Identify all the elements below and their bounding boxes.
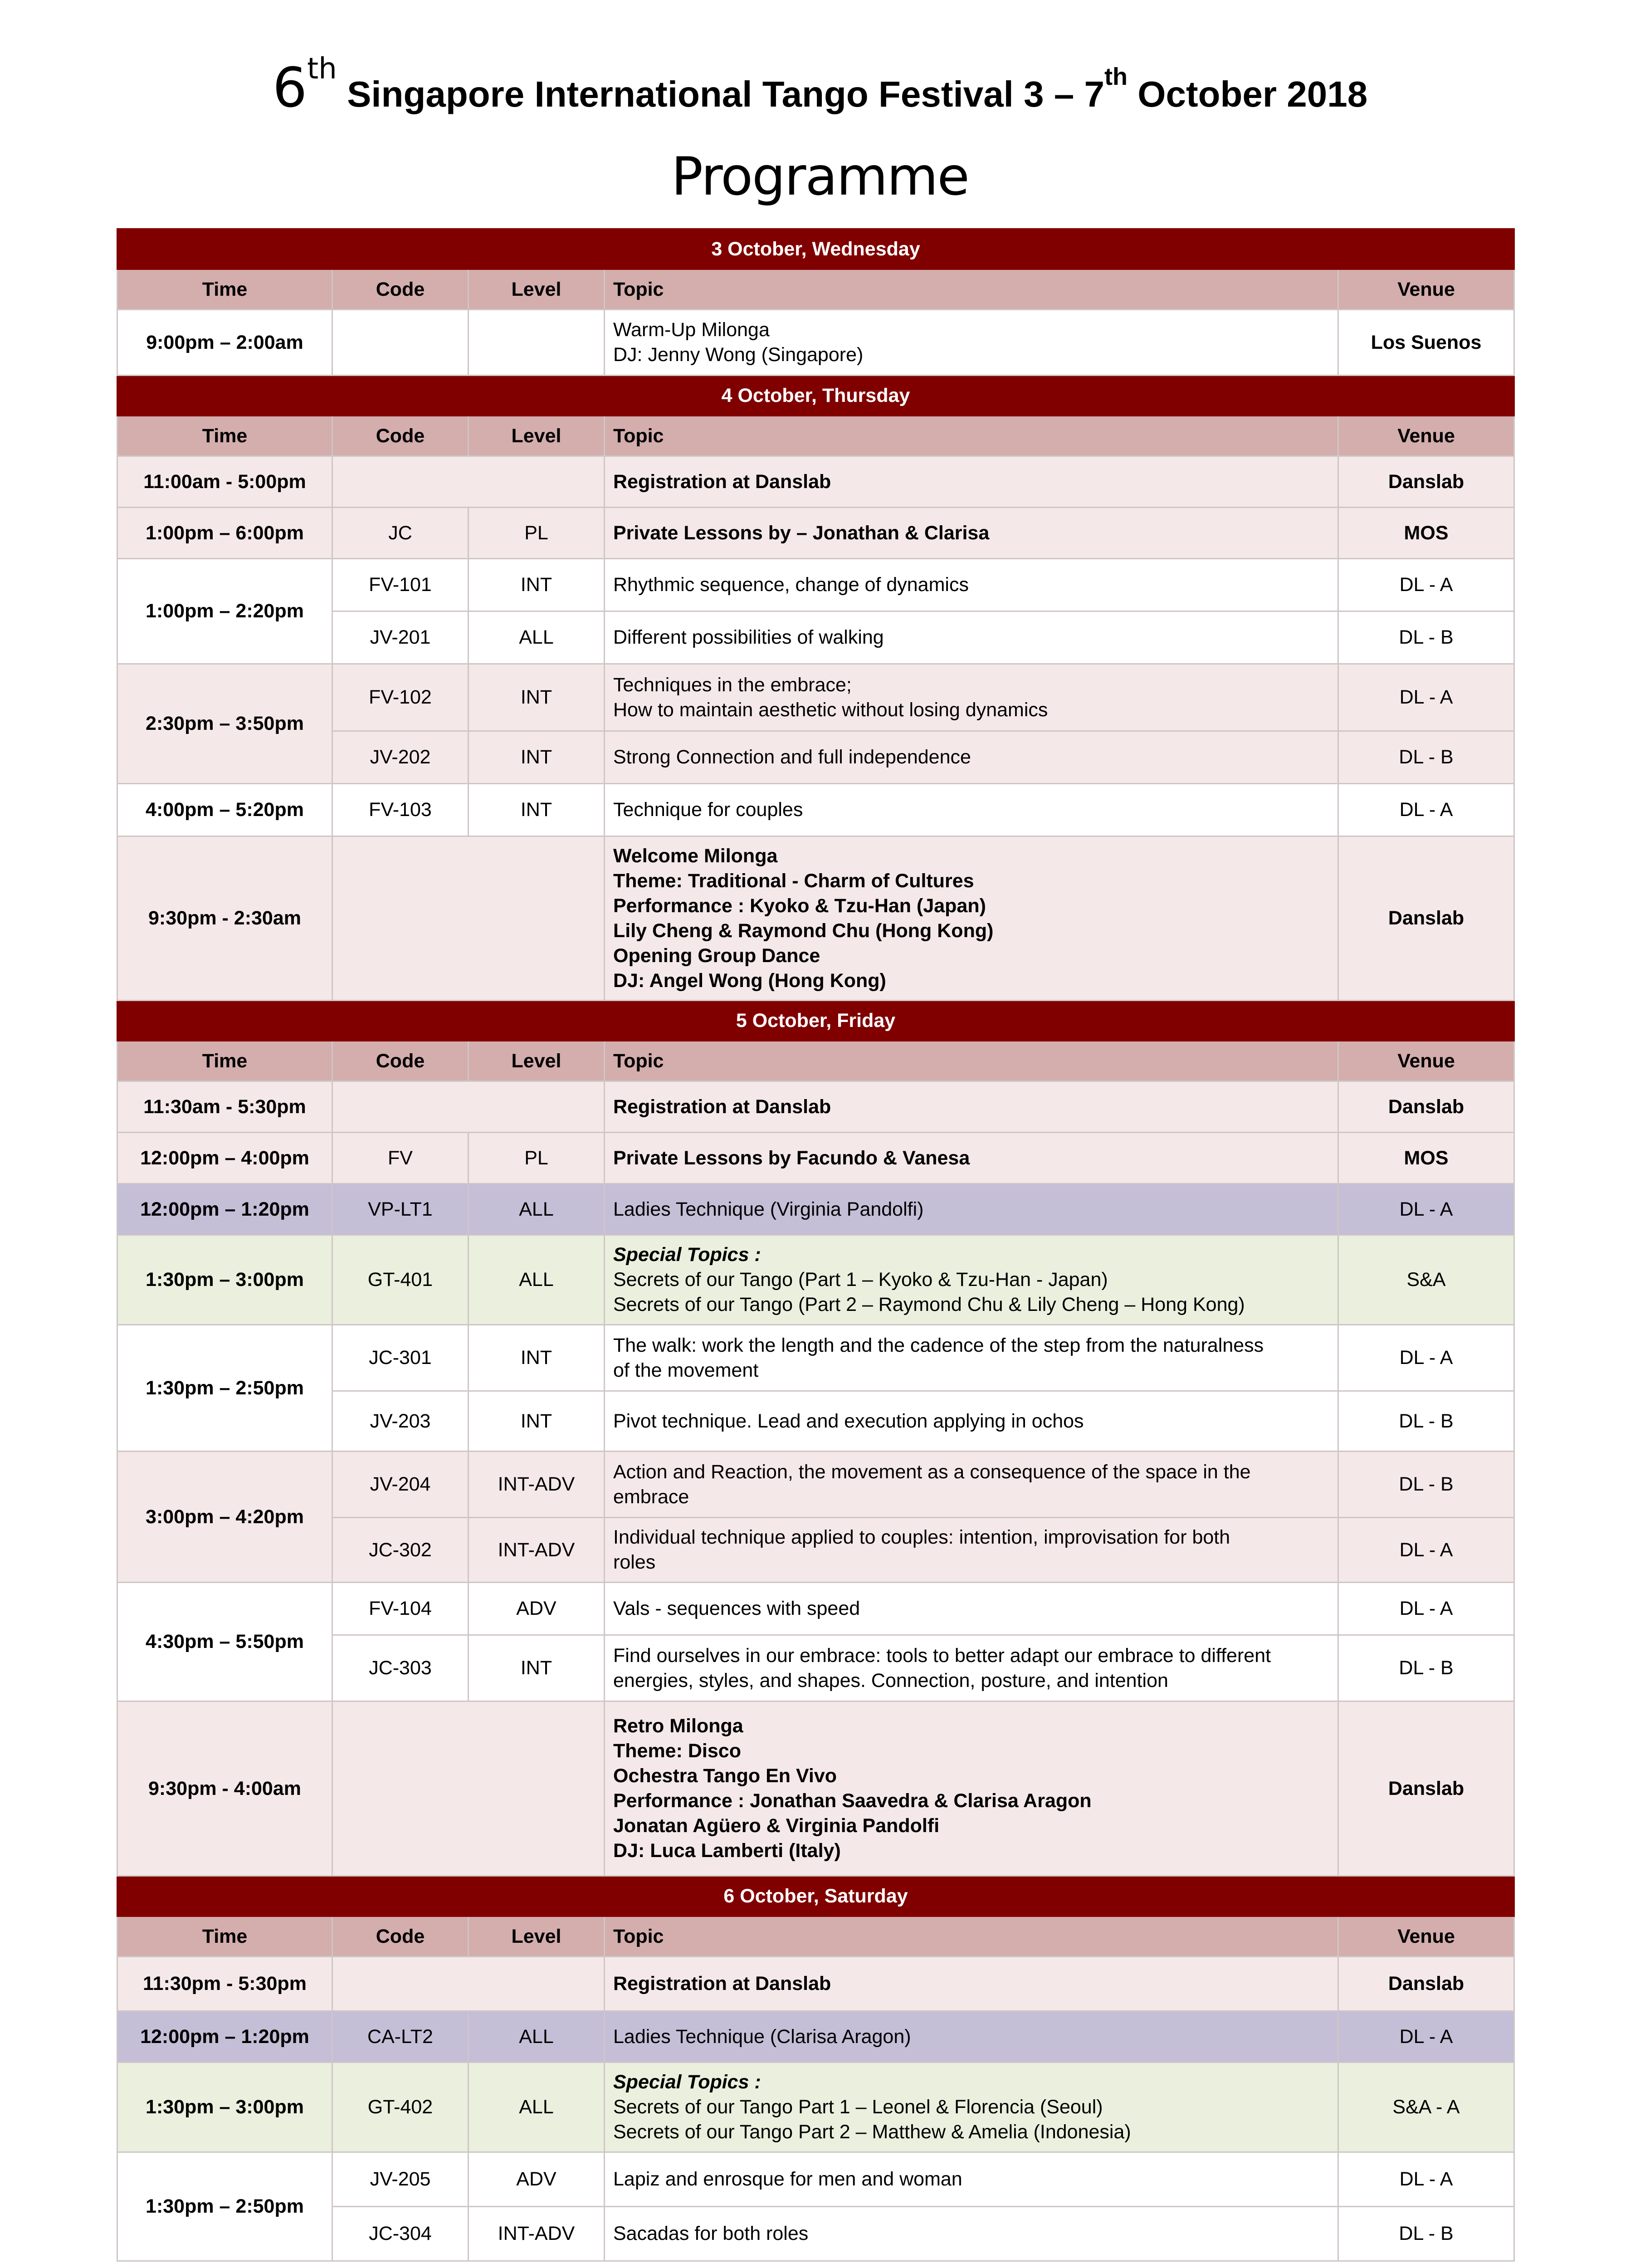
time-cell: 11:30am - 5:30pm [117, 1081, 332, 1133]
topic-heading: Special Topics : [613, 2071, 761, 2093]
level-cell: ALL [469, 1235, 605, 1325]
code-cell: JC-302 [332, 1518, 469, 1583]
level-cell: ALL [469, 2063, 605, 2152]
venue-cell: S&A - A [1338, 2063, 1514, 2152]
venue-cell: DL - B [1338, 611, 1514, 664]
column-header-level: Level [469, 269, 605, 310]
code-cell: JC-303 [332, 1635, 469, 1701]
topic-cell [605, 1583, 1338, 1635]
column-header-row [117, 1916, 1514, 1957]
column-header-venue: Venue [1338, 269, 1514, 310]
column-header-code: Code [332, 1041, 469, 1081]
time-cell: 1:30pm – 2:50pm [117, 1325, 332, 1452]
code-cell: JV-204 [332, 1452, 469, 1518]
venue-cell: DL - A [1338, 1518, 1514, 1583]
venue-cell: Danslab [1338, 836, 1514, 1001]
time-cell: 11:00am - 5:00pm [117, 456, 332, 508]
time-cell: 9:00pm – 2:00am [117, 310, 332, 376]
topic-line: Strong Connection and full independence [613, 746, 971, 768]
topic-line: Performance : Kyoko & Tzu-Han (Japan) [613, 894, 986, 917]
topic-cell [605, 508, 1338, 559]
code-cell: FV-102 [332, 664, 469, 731]
topic-cell [605, 731, 1338, 784]
time-cell: 12:00pm – 4:00pm [117, 1133, 332, 1184]
topic-line: Ladies Technique (Clarisa Aragon) [613, 2025, 911, 2048]
topic-line: Secrets of our Tango Part 1 – Leonel & Florencia (Seoul) [613, 2096, 1103, 2118]
day-label: 5 October, Friday [117, 1001, 1514, 1041]
code-cell [332, 310, 469, 376]
column-header-time: Time [117, 416, 332, 456]
time-cell: 4:00pm – 5:20pm [117, 784, 332, 836]
topic-line: embrace [613, 1486, 689, 1508]
topic-line: Technique for couples [613, 799, 803, 821]
topic-line: DJ: Angel Wong (Hong Kong) [613, 969, 886, 992]
venue-cell: DL - A [1338, 1583, 1514, 1635]
day-header-row [117, 376, 1514, 416]
code-cell: JV-201 [332, 611, 469, 664]
topic-line: Secrets of our Tango (Part 2 – Raymond Chu & Lily Cheng – Hong Kong) [613, 1294, 1245, 1315]
topic-cell [605, 456, 1338, 508]
topic-line: Different possibilities of walking [613, 626, 884, 648]
code-cell: JV-203 [332, 1391, 469, 1452]
venue-cell: MOS [1338, 508, 1514, 559]
schedule-row [117, 310, 1514, 376]
time-cell: 1:30pm – 3:00pm [117, 2063, 332, 2152]
level-cell: INT [469, 664, 605, 731]
level-cell: INT-ADV [469, 2207, 605, 2261]
time-cell: 3:00pm – 4:20pm [117, 1452, 332, 1583]
topic-line: Vals - sequences with speed [613, 1598, 860, 1619]
title-end: October 2018 [1137, 74, 1368, 114]
venue-cell: DL - A [1338, 1184, 1514, 1235]
topic-cell [605, 1452, 1338, 1518]
level-cell: PL [469, 1133, 605, 1184]
code-cell: FV [332, 1133, 469, 1184]
empty-cell [332, 1957, 605, 2011]
column-header-row [117, 269, 1514, 310]
venue-cell: S&A [1338, 1235, 1514, 1325]
column-header-code: Code [332, 1916, 469, 1957]
venue-cell: DL - B [1338, 1452, 1514, 1518]
title-date-sup: th [1104, 63, 1128, 90]
title-ordinal: 6th [272, 52, 337, 120]
topic-cell [605, 784, 1338, 836]
day-header-row [117, 229, 1514, 269]
column-header-time: Time [117, 269, 332, 310]
topic-line: Private Lessons by – Jonathan & Clarisa [613, 522, 990, 544]
column-header-level: Level [469, 416, 605, 456]
column-header-level: Level [469, 1916, 605, 1957]
topic-cell [605, 1133, 1338, 1184]
topic-cell [605, 2063, 1338, 2152]
topic-line: Private Lessons by Facundo & Vanesa [613, 1147, 970, 1169]
column-header-code: Code [332, 416, 469, 456]
topic-line: Find ourselves in our embrace: tools to better adapt our embrace to different [613, 1644, 1271, 1667]
level-cell: ALL [469, 611, 605, 664]
empty-cell [332, 1701, 605, 1876]
schedule-row [117, 1583, 1514, 1635]
venue-cell: DL - A [1338, 2011, 1514, 2063]
topic-line: Lapiz and enrosque for men and woman [613, 2168, 962, 2190]
schedule-row [117, 1957, 1514, 2011]
schedule-row [117, 508, 1514, 559]
empty-cell [332, 836, 605, 1001]
level-cell: INT [469, 1635, 605, 1701]
topic-line: Pivot technique. Lead and execution applying in ochos [613, 1410, 1084, 1432]
schedule-row [117, 1081, 1514, 1133]
venue-cell: DL - B [1338, 1635, 1514, 1701]
level-cell: PL [469, 508, 605, 559]
column-header-time: Time [117, 1041, 332, 1081]
topic-line: DJ: Jenny Wong (Singapore) [613, 344, 864, 366]
time-cell: 9:30pm - 2:30am [117, 836, 332, 1001]
topic-line: Lily Cheng & Raymond Chu (Hong Kong) [613, 919, 994, 942]
schedule-row [117, 1452, 1514, 1518]
time-cell: 11:30pm - 5:30pm [117, 1957, 332, 2011]
level-cell: INT [469, 1391, 605, 1452]
topic-cell [605, 1184, 1338, 1235]
schedule-row [117, 1184, 1514, 1235]
topic-line: How to maintain aesthetic without losing dynamics [613, 699, 1048, 721]
topic-cell [605, 310, 1338, 376]
level-cell: INT [469, 731, 605, 784]
day-label: 6 October, Saturday [117, 1876, 1514, 1916]
topic-line: Secrets of our Tango Part 2 – Matthew & Amelia (Indonesia) [613, 2121, 1131, 2143]
column-header-topic: Topic [605, 416, 1338, 456]
topic-cell [605, 611, 1338, 664]
venue-cell: DL - B [1338, 2207, 1514, 2261]
topic-line: Registration at Danslab [613, 470, 831, 493]
time-cell: 1:00pm – 6:00pm [117, 508, 332, 559]
topic-line: Opening Group Dance [613, 944, 820, 967]
topic-cell [605, 2207, 1338, 2261]
topic-line: Theme: Traditional - Charm of Cultures [613, 870, 974, 892]
code-cell: GT-402 [332, 2063, 469, 2152]
topic-line: Warm-Up Milonga [613, 319, 770, 341]
time-cell: 1:30pm – 2:50pm [117, 2152, 332, 2261]
topic-line: Retro Milonga [613, 1715, 743, 1737]
column-header-venue: Venue [1338, 1041, 1514, 1081]
column-header-topic: Topic [605, 1916, 1338, 1957]
level-cell: INT-ADV [469, 1452, 605, 1518]
level-cell: INT [469, 784, 605, 836]
column-header-row [117, 1041, 1514, 1081]
topic-cell [605, 1391, 1338, 1452]
venue-cell: DL - A [1338, 559, 1514, 611]
day-label: 4 October, Thursday [117, 376, 1514, 416]
schedule-row [117, 2011, 1514, 2063]
page-title [0, 52, 1640, 122]
topic-cell [605, 1635, 1338, 1701]
day-header-row [117, 1876, 1514, 1916]
topic-line: Rhythmic sequence, change of dynamics [613, 574, 969, 596]
level-cell [469, 310, 605, 376]
column-header-venue: Venue [1338, 1916, 1514, 1957]
venue-cell: DL - A [1338, 1325, 1514, 1391]
topic-line: Registration at Danslab [613, 1973, 831, 1994]
code-cell: FV-104 [332, 1583, 469, 1635]
time-cell: 1:00pm – 2:20pm [117, 559, 332, 664]
topic-cell [605, 1081, 1338, 1133]
topic-heading: Special Topics : [613, 1244, 761, 1266]
level-cell: ADV [469, 2152, 605, 2207]
day-header-row [117, 1001, 1514, 1041]
topic-line: Jonatan Agüero & Virginia Pandolfi [613, 1815, 940, 1837]
column-header-topic: Topic [605, 1041, 1338, 1081]
venue-cell: Los Suenos [1338, 310, 1514, 376]
venue-cell: DL - B [1338, 731, 1514, 784]
topic-line: Theme: Disco [613, 1740, 741, 1762]
code-cell: FV-101 [332, 559, 469, 611]
topic-line: Registration at Danslab [613, 1095, 831, 1118]
topic-line: of the movement [613, 1359, 759, 1381]
topic-line: energies, styles, and shapes. Connection, posture, and intention [613, 1669, 1168, 1691]
venue-cell: Danslab [1338, 1701, 1514, 1876]
schedule-row [117, 1235, 1514, 1325]
title-main: Singapore International Tango Festival 3 – 7 [347, 74, 1105, 114]
topic-line: Action and Reaction, the movement as a consequence of the space in the [613, 1461, 1251, 1483]
venue-cell: Danslab [1338, 456, 1514, 508]
venue-cell: Danslab [1338, 1957, 1514, 2011]
schedule-row [117, 1325, 1514, 1391]
time-cell: 9:30pm - 4:00am [117, 1701, 332, 1876]
programme-table [117, 228, 1515, 2262]
topic-cell [605, 559, 1338, 611]
topic-cell [605, 1701, 1338, 1876]
level-cell: ALL [469, 2011, 605, 2063]
topic-line: Welcome Milonga [613, 845, 778, 867]
time-cell: 2:30pm – 3:50pm [117, 664, 332, 784]
topic-cell [605, 1235, 1338, 1325]
schedule-row [117, 1701, 1514, 1876]
column-header-venue: Venue [1338, 416, 1514, 456]
topic-cell [605, 1325, 1338, 1391]
schedule-row [117, 784, 1514, 836]
level-cell: ALL [469, 1184, 605, 1235]
schedule-row [117, 456, 1514, 508]
venue-cell: MOS [1338, 1133, 1514, 1184]
venue-cell: DL - A [1338, 664, 1514, 731]
topic-cell [605, 1518, 1338, 1583]
topic-line: Performance : Jonathan Saavedra & Clarisa Aragon [613, 1790, 1092, 1812]
schedule-row [117, 2063, 1514, 2152]
topic-line: The walk: work the length and the cadence of the step from the naturalness [613, 1334, 1264, 1356]
topic-cell [605, 2011, 1338, 2063]
level-cell: INT [469, 559, 605, 611]
venue-cell: DL - A [1338, 2152, 1514, 2207]
column-header-topic: Topic [605, 269, 1338, 310]
code-cell: JC [332, 508, 469, 559]
topic-cell [605, 836, 1338, 1001]
column-header-level: Level [469, 1041, 605, 1081]
time-cell: 1:30pm – 3:00pm [117, 1235, 332, 1325]
venue-cell: DL - A [1338, 784, 1514, 836]
column-header-row [117, 416, 1514, 456]
schedule-row [117, 1133, 1514, 1184]
venue-cell: DL - B [1338, 1391, 1514, 1452]
topic-line: Individual technique applied to couples: intention, improvisation for both [613, 1526, 1230, 1548]
topic-cell [605, 1957, 1338, 2011]
topic-line: DJ: Luca Lamberti (Italy) [613, 1840, 841, 1862]
schedule-row [117, 559, 1514, 611]
code-cell: CA-LT2 [332, 2011, 469, 2063]
schedule-row [117, 2152, 1514, 2207]
time-cell: 4:30pm – 5:50pm [117, 1583, 332, 1701]
column-header-time: Time [117, 1916, 332, 1957]
page-subtitle: Programme [671, 146, 969, 207]
empty-cell [332, 1081, 605, 1133]
topic-line: Ladies Technique (Virginia Pandolfi) [613, 1198, 924, 1220]
code-cell: JV-202 [332, 731, 469, 784]
time-cell: 12:00pm – 1:20pm [117, 1184, 332, 1235]
topic-line: Sacadas for both roles [613, 2223, 809, 2244]
schedule-row [117, 664, 1514, 731]
code-cell: JV-205 [332, 2152, 469, 2207]
topic-line: Techniques in the embrace; [613, 674, 852, 696]
topic-line: roles [613, 1551, 656, 1573]
venue-cell: Danslab [1338, 1081, 1514, 1133]
code-cell: GT-401 [332, 1235, 469, 1325]
topic-line: Ochestra Tango En Vivo [613, 1765, 837, 1787]
code-cell: JC-301 [332, 1325, 469, 1391]
code-cell: JC-304 [332, 2207, 469, 2261]
code-cell: VP-LT1 [332, 1184, 469, 1235]
level-cell: ADV [469, 1583, 605, 1635]
column-header-code: Code [332, 269, 469, 310]
level-cell: INT [469, 1325, 605, 1391]
empty-cell [332, 456, 605, 508]
code-cell: FV-103 [332, 784, 469, 836]
time-cell: 12:00pm – 1:20pm [117, 2011, 332, 2063]
topic-line: Secrets of our Tango (Part 1 – Kyoko & Tzu-Han - Japan) [613, 1269, 1108, 1290]
level-cell: INT-ADV [469, 1518, 605, 1583]
topic-cell [605, 2152, 1338, 2207]
topic-cell [605, 664, 1338, 731]
day-label: 3 October, Wednesday [117, 229, 1514, 269]
schedule-row [117, 836, 1514, 1001]
